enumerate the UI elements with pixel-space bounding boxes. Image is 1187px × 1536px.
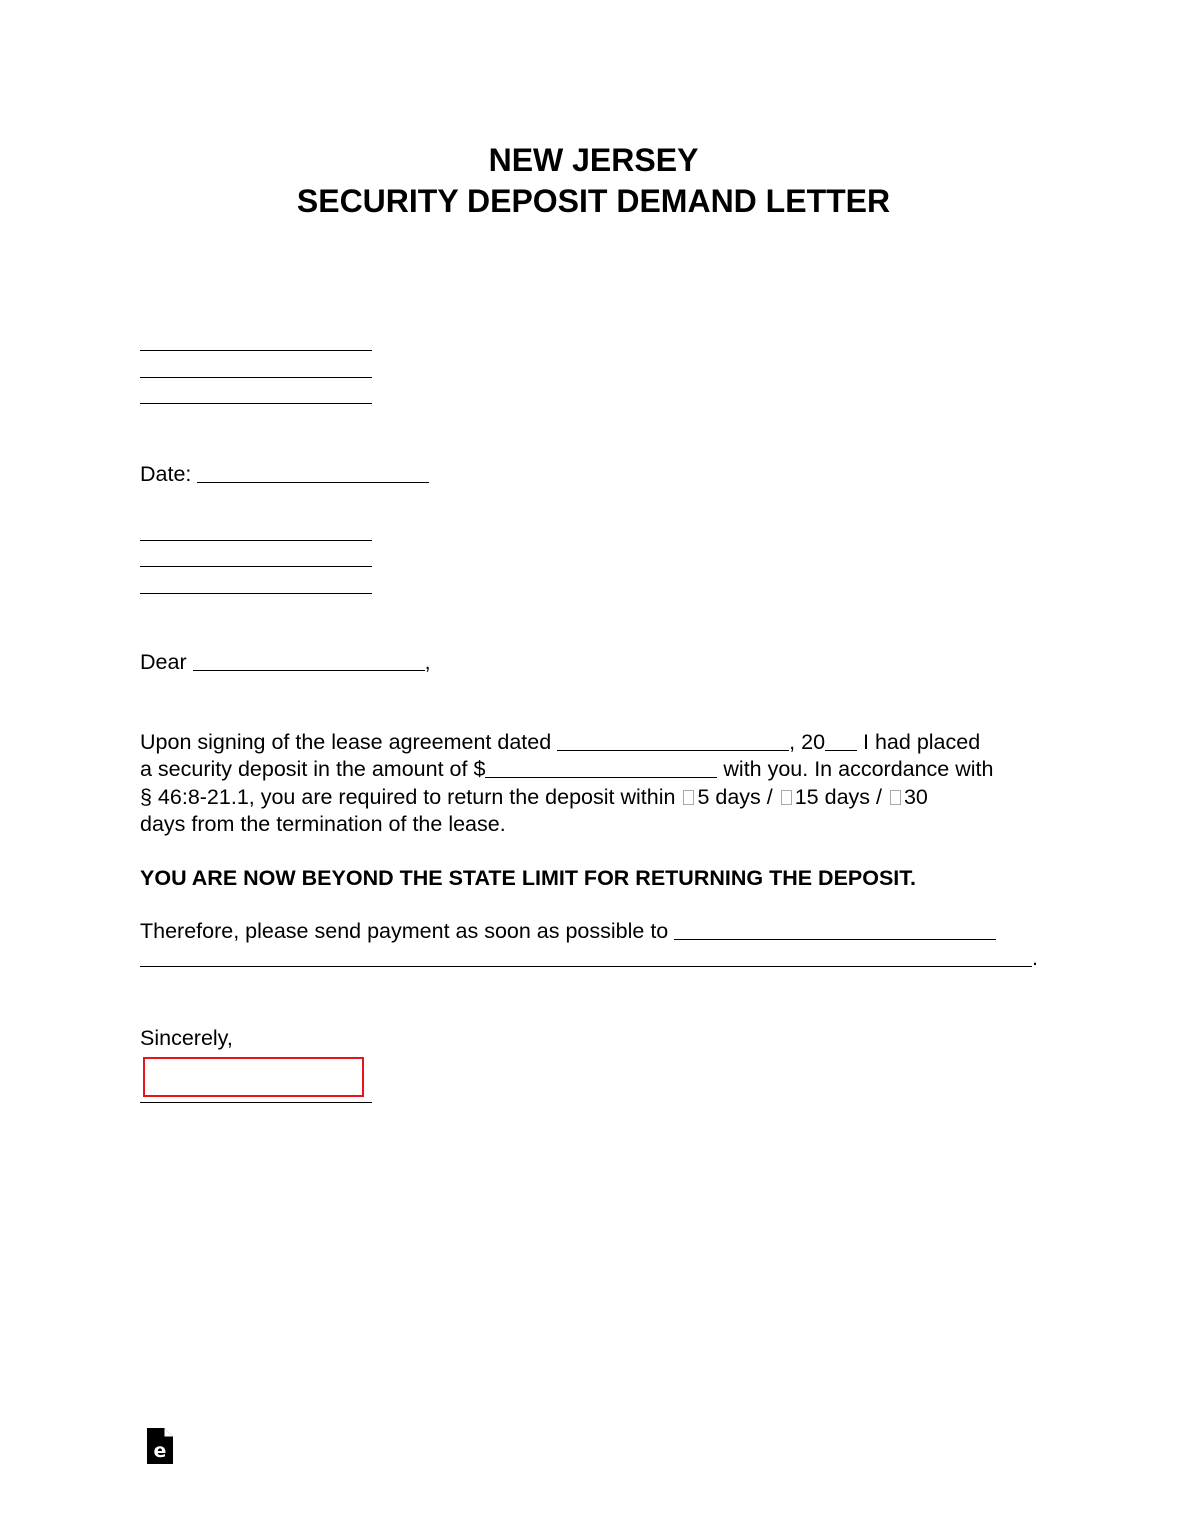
sender-address-line-2[interactable] — [140, 377, 372, 378]
document-title-state: NEW JERSEY — [488, 142, 699, 178]
paragraph-2-line-1 — [140, 918, 996, 946]
paragraph-2-line-2 — [140, 945, 1038, 973]
text-statute: § 46:8-21.1, you are required to return the deposit within — [140, 785, 676, 809]
paragraph-1-line-4: days from the termination of the lease. — [140, 812, 506, 836]
lease-year-field[interactable] — [825, 749, 857, 751]
sender-address-line-3[interactable] — [140, 403, 372, 404]
date-field[interactable] — [197, 481, 429, 483]
document-title: SECURITY DEPOSIT DEMAND LETTER — [296, 183, 891, 219]
paragraph-1-line-3 — [140, 784, 928, 812]
date-label: Date: — [140, 462, 192, 486]
payment-address-field-2[interactable] — [140, 965, 1032, 967]
salutation-comma: , — [424, 650, 431, 674]
text-lease-dated: Upon signing of the lease agreement dated — [140, 730, 552, 754]
option-5-days-label: 5 days / — [697, 785, 773, 809]
text-deposit-amount: a security deposit in the amount of $ — [140, 757, 486, 781]
text-year-prefix: , 20 — [789, 730, 826, 754]
recipient-name-field[interactable] — [193, 669, 425, 671]
checkbox-30-days[interactable] — [890, 790, 901, 805]
svg-text:e: e — [153, 1440, 167, 1462]
option-15-days-label: 15 days / — [794, 785, 882, 809]
eforms-logo-icon — [147, 1428, 173, 1464]
checkbox-5-days[interactable] — [683, 790, 694, 805]
recipient-address-line-2[interactable] — [140, 566, 372, 567]
option-30-days-label: 30 — [903, 785, 928, 809]
payment-address-field-1[interactable] — [674, 938, 996, 940]
salutation-row — [140, 649, 431, 677]
text-period: . — [1032, 946, 1038, 970]
paragraph-1-line-1 — [140, 729, 980, 757]
text-send-payment: Therefore, please send payment as soon as possible to — [140, 919, 669, 943]
warning-statement: YOU ARE NOW BEYOND THE STATE LIMIT FOR RETURNING THE DEPOSIT. — [140, 866, 917, 890]
deposit-amount-field[interactable] — [485, 776, 717, 778]
text-with-you: with you. In accordance with — [723, 757, 994, 781]
signature-field[interactable] — [143, 1057, 364, 1097]
date-row — [140, 461, 429, 489]
closing-label: Sincerely, — [140, 1026, 233, 1050]
lease-date-field[interactable] — [557, 749, 789, 751]
checkbox-15-days[interactable] — [781, 790, 792, 805]
recipient-address-line-3[interactable] — [140, 593, 372, 594]
signature-line — [140, 1102, 372, 1103]
recipient-address-line-1[interactable] — [140, 540, 372, 541]
text-had-placed: I had placed — [863, 730, 981, 754]
paragraph-1-line-2 — [140, 756, 993, 784]
sender-address-line-1[interactable] — [140, 350, 372, 351]
salutation-prefix: Dear — [140, 650, 187, 674]
